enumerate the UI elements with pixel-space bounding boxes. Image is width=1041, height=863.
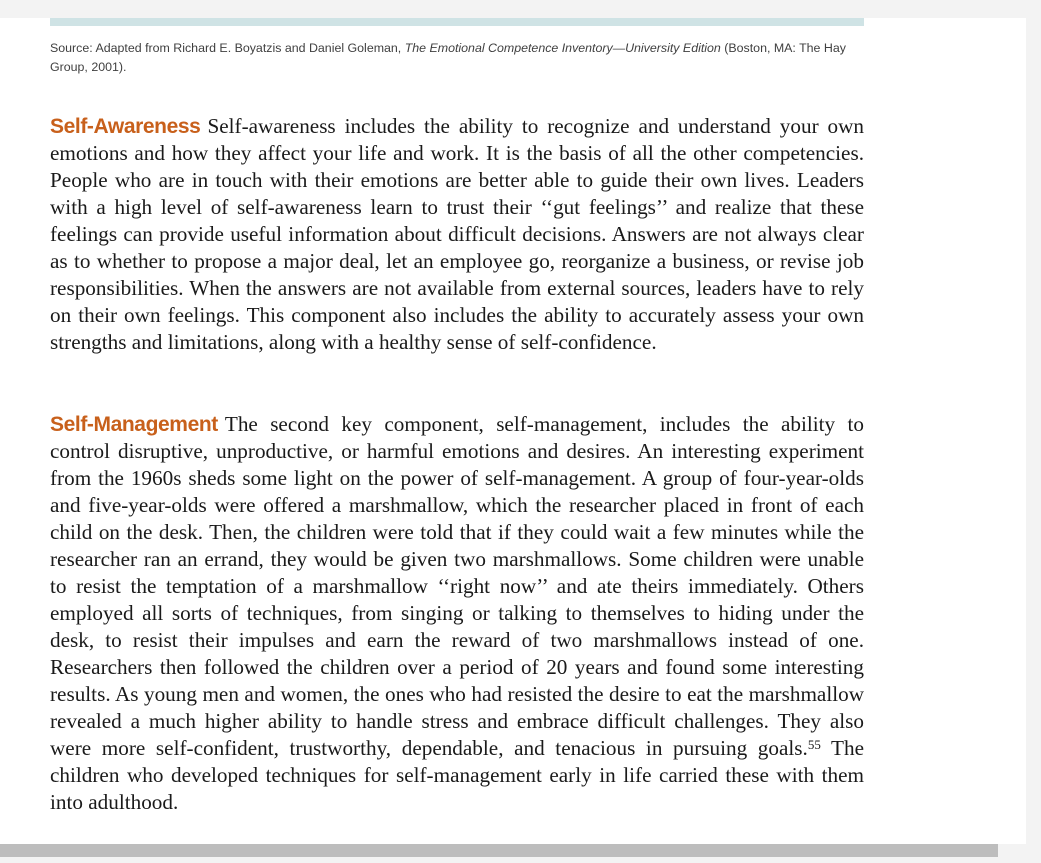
source-prefix: Source: Adapted from Richard E. Boyatzis and Daniel Goleman, [50, 41, 405, 55]
table-bottom-rule [50, 18, 864, 26]
section-heading: Self-Awareness [50, 115, 201, 138]
section-body: Self-awareness includes the ability to recognize and understand your own emotions and how they affect your life and work. It is the basis of all the other competencies. People who are in touch with their emotions are better able to guide their own lives. Leaders with a high level of self-awareness learn to trust their ‘‘gut feelings’’ and realize that these feelings can provide useful information about difficult decisions. Answers are not always clear as to whether to propose a major deal, let an employee go, reorganize a business, or revise job responsibilities. When the answers are not available from external sources, leaders have to rely on their own feelings. This component also includes the ability to accurately assess your own strengths and limitations, along with a healthy sense of self-confidence. [50, 114, 864, 354]
vertical-scroll-gutter [1026, 0, 1041, 863]
footnote-marker: 55 [807, 737, 821, 752]
section-self-management [50, 411, 864, 816]
section-body-continued: The children who developed techniques for self-management early in life carried these with them into adulthood. [50, 736, 864, 814]
horizontal-scrollbar-thumb[interactable] [0, 844, 998, 857]
source-note [50, 39, 868, 77]
source-suffix: (Boston, MA: The Hay Group, 2001). [50, 41, 846, 74]
source-title: The Emotional Competence Inventory—University Edition [404, 41, 721, 55]
section-self-awareness [50, 113, 864, 356]
section-body: The second key component, self-management, includes the ability to control disruptive, unproductive, or harmful emotions and desires. An interesting experiment from the 1960s sheds some light on the power of self-management. A group of four-year-olds and five-year-olds were offered a marshmallow, which the researcher placed in front of each child on the desk. Then, the children were told that if they could wait a few minutes while the researcher ran an errand, they would be given two marshmallows. Some children were unable to resist the temptation of a marshmallow ‘‘right now’’ and ate theirs immediately. Others employed all sorts of techniques, from singing or talking to themselves to hiding under the desk, to resist their impulses and earn the reward of two marshmallows instead of one. Researchers then followed the children over a period of 20 years and found some interesting results. As young men and women, the ones who had resisted the desire to eat the marshmallow revealed a much higher ability to handle stress and embrace difficult challenges. They also were more self-confident, trustworthy, dependable, and tenacious in pursuing goals. [50, 412, 864, 760]
document-page [0, 18, 1026, 844]
section-heading: Self-Management [50, 413, 218, 436]
